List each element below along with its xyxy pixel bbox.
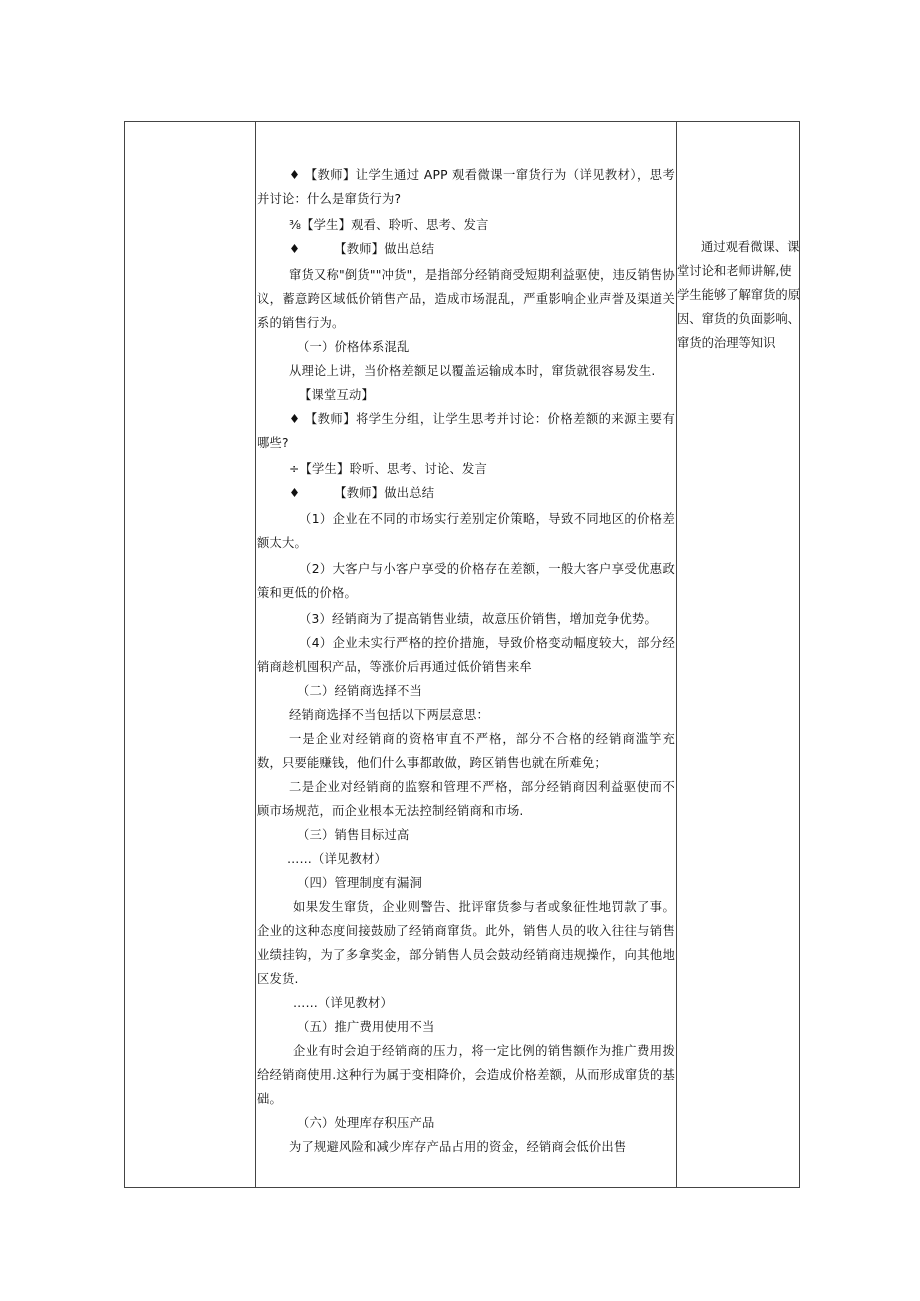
section-heading: （二）经销商选择不当 (297, 684, 422, 698)
section-heading: （三）销售目标过高 (297, 828, 410, 842)
design-intent-cell (677, 235, 801, 355)
body-paragraph: 企业有时会迫于经销商的压力，将一定比例的销售额作为推广费用拨给经销商使用.这种行为属于变相降价，会造成价格差额，从而形成窜货的基础。 (257, 1044, 675, 1106)
teacher-summary-paragraph (257, 237, 675, 261)
body-paragraph: 一是企业对经销商的资格审直不严格，部分不合格的经销商滥竽充数，只要能赚钱，他们什么事都敢做，跨区销售也就在所难免； (257, 732, 675, 770)
lesson-table (124, 121, 800, 1188)
list-item: （1）企业在不同的市场实行差别定价策略，导致不同地区的价格差额太大。 (257, 512, 675, 550)
teaching-content-cell (257, 163, 675, 1159)
teacher-instruction-paragraph: ♦ 【教师】将学生分组，让学生思考并讨论：价格差额的来源主要有哪些? (257, 412, 675, 450)
list-item: （2）大客户与小客户享受的价格存在差额，一般大客户享受优惠政策和更低的价格。 (257, 562, 675, 600)
definition-paragraph: 窜货又称"倒货""冲货"，是指部分经销商受短期利益驱使，违反销售协议，蓄意跨区域低价销售产品，造成市场混乱，严重影响企业声誉及渠道关系的销售行为。 (257, 268, 675, 330)
summary-label: 【教师】做出总结 (334, 242, 435, 256)
body-paragraph: ……（详见教材） (293, 996, 393, 1010)
teacher-instruction-paragraph: ♦ 【教师】让学生通过 APP 观看微课一窜货行为（详见教材），思考并讨论：什么是窜货行为? (257, 168, 675, 206)
section-heading: （五）推广费用使用不当 (297, 1020, 435, 1034)
list-item: （3）经销商为了提高销售业绩，故意压价销售，增加竞争优势。 (299, 612, 657, 626)
body-paragraph: 经销商选择不当包括以下两层意思： (289, 708, 489, 722)
body-paragraph: ……（详见教材） (287, 852, 387, 866)
student-activity-paragraph: ÷【学生】聆听、思考、讨论、发言 (289, 462, 487, 476)
body-paragraph: 为了规避风险和减少库存产品占用的资金，经销商会低价出售 (289, 1140, 627, 1154)
summary-label: 【教师】做出总结 (334, 486, 435, 500)
design-intent-text: 通过观看微课、课堂讨论和老师讲解,使学生能够了解窜货的原因、窜货的负面影响、窜货的治理等知识 (677, 240, 800, 350)
section-heading: （四）管理制度有漏洞 (297, 876, 422, 890)
section-heading: （六）处理库存积压产品 (297, 1116, 435, 1130)
teacher-summary-paragraph (257, 481, 675, 505)
section-heading: （一）价格体系混乱 (297, 340, 410, 354)
bullet-icon: ♦ (289, 242, 301, 256)
body-paragraph: 从理论上讲，当价格差额足以覆盖运输成本时，窜货就很容易发生. (289, 364, 656, 378)
bullet-icon: ♦ (289, 486, 301, 500)
student-activity-paragraph: ⅜【学生】观看、聆听、思考、发言 (289, 218, 489, 232)
body-paragraph: 二是企业对经销商的监察和管理不严格，部分经销商因利益驱使而不顾市场规范，而企业根本无法控制经销商和市场. (257, 780, 675, 818)
column-divider-left (255, 122, 256, 1187)
list-item: （4）企业未实行严格的控价措施，导致价格变动幅度较大，部分经销商趁机囤积产品，等涨价后再通过低价销售来牟 (257, 636, 675, 674)
body-paragraph: 如果发生窜货，企业则警告、批评窜货参与者或象征性地罚款了事。企业的这种态度间接鼓励了经销商窜货。此外，销售人员的收入往往与销售业绩挂钩，为了多拿奖金，部分销售人员会鼓动经销商违规操作，向其他地区发货. (257, 900, 675, 986)
section-heading: 【课堂互动】 (299, 388, 374, 402)
